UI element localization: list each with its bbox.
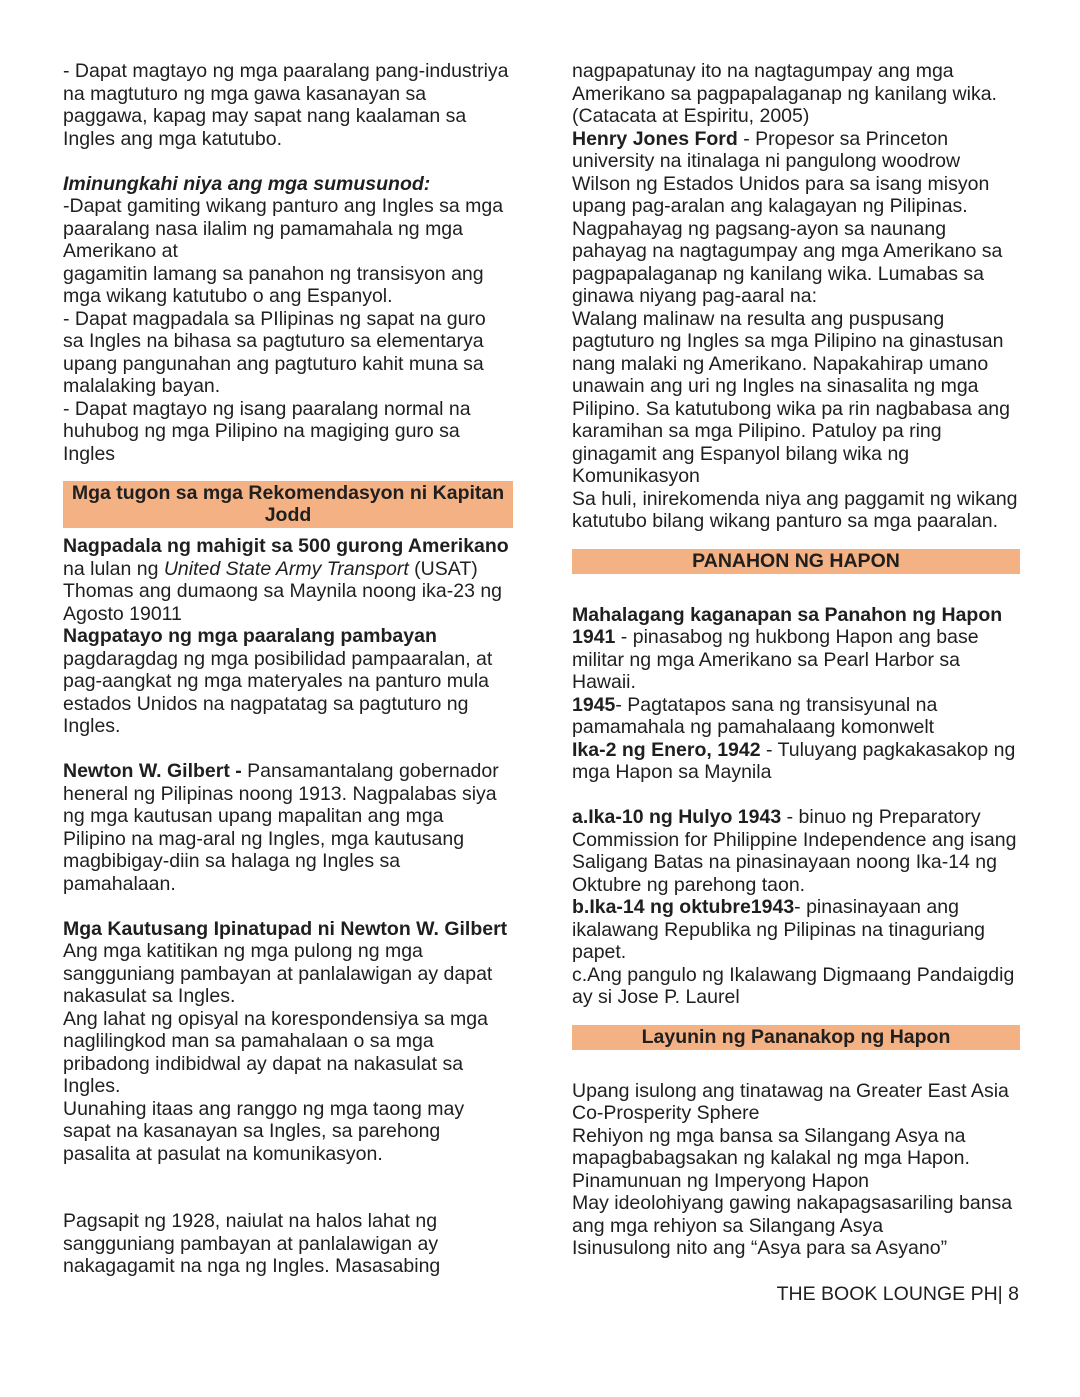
text-line [572,626,1020,649]
text-line: Upang isulong ang tinatawag na Greater East Asia [572,1079,1009,1102]
text-line: Komunikasyon [572,465,700,487]
text-line: ay si Jose P. Laurel [572,986,740,1008]
text-line: Pilipino. Sa katutubong wika pa rin nagbabasa ang [572,397,1010,420]
text-line: ang mga rehiyon sa Silangang Asya [572,1214,884,1237]
paragraph [63,535,513,1278]
text-line: Walang malinaw na resulta ang puspusang [572,307,945,330]
text-line: Ingles. [63,1075,121,1097]
text-line [572,806,1020,829]
text-line: heneral ng Pilipinas noong 1913. Nagpalabas siya [63,782,497,805]
text-line [63,173,513,196]
text-run: Nagpadala ng mahigit sa 500 gurong Amerikano [63,535,509,557]
text-line: pamamahala ng pamahalaang komonwelt [572,716,935,738]
text-line: militar ng mga Amerikano sa Pearl Harbor sa [572,648,960,671]
text-line: papet. [572,941,627,963]
text-line: Ingles. [63,715,121,737]
text-line: Commission for Philippine Independence ang isang [572,828,1017,851]
text-line: paaralang nasa ilalim ng pamamahala ng mga [63,217,463,240]
text-line: Wilson ng Estados Unidos para sa isang misyon [572,172,990,195]
text-line [63,535,513,558]
text-line: mga wikang katutubo o ang Espanyol. [63,285,393,307]
text-line [572,128,1020,151]
text-line: ikalawang Republika ng Pilipinas na tinaguriang [572,918,986,941]
text-line: (Catacata at Espiritu, 2005) [572,105,810,127]
section-header [572,549,1020,575]
text-line: nakasulat sa Ingles. [63,985,236,1007]
text-line: sangguniang pambayan at panlalawigan ay dapat [63,962,493,985]
text-line [63,760,513,783]
paragraph [572,60,1020,533]
text-run: - Propesor sa Princeton [737,127,949,150]
text-run: - pinasabog ng hukbong Hapon ang base [615,626,979,648]
text-line: Thomas ang dumaong sa Maynila noong ika-23 ng [63,580,503,602]
text-line: Amerikano sa pagpapalaganap ng kanilang wika. [572,82,997,105]
text-line: Pagsapit ng 1928, naiulat na halos lahat ng [63,1210,438,1232]
text-line: PANAHON NG HAPON [692,549,900,572]
text-run: a.Ika-10 ng Hulyo 1943 [572,806,782,828]
column-left [63,60,513,1278]
text-line [63,150,513,173]
text-line: May ideolohiyang gawing nakapagsasariling bansa [572,1192,1013,1214]
text-line: huhubog ng mga Pilipino na magiging guro sa [63,420,460,442]
text-line: Ingles [63,442,116,465]
text-run: Newton W. Gilbert - [63,760,248,782]
text-run: (USAT) [408,557,478,580]
text-run: Mga Kautusang Ipinatupad ni Newton W. Gilbert [63,917,508,940]
text-line [572,1057,1020,1080]
text-line: ginawa niyang pag-aaral na: [572,285,818,307]
text-line [572,694,1020,717]
text-line: nagpapatunay ito na nagtagumpay ang mga [572,60,954,82]
text-line: pagdaragdag ng mga posibilidad pampaaralan, at [63,647,493,670]
text-line: -Dapat gamiting wikang panturo ang Ingles sa mga [63,195,504,217]
paragraph [63,60,513,465]
text-line: pahayag na nagtagumpay ang mga Amerikano sa [572,240,1003,262]
text-line: c.Ang pangulo ng Ikalawang Digmaang Pandaigdig [572,963,1015,986]
text-line: paggawa, kapag may sapat nang kaalaman sa [63,105,467,127]
text-line: sangguniang pambayan at panlalawigan ay [63,1232,439,1255]
text-line: upang pangunahan ang pagtuturo kahit muna sa [63,352,484,375]
text-line [572,581,1020,604]
text-line: magbibigay-diin sa halaga ng Ingles sa [63,850,401,872]
text-line: Saligang Batas na pinasinayaan noong Ika-14 ng [572,851,997,873]
text-line: malalaking bayan. [63,375,221,397]
text-run: - pinasinayaan ang [794,896,959,918]
section-header [63,481,513,528]
text-line: mga Hapon sa Maynila [572,761,772,783]
text-line: pamahalaan. [63,872,176,895]
text-run: na lulan ng [63,557,164,580]
text-line [63,918,513,941]
text-line [572,784,1020,807]
text-line: Co-Prosperity Sphere [572,1102,760,1124]
text-line: Oktubre ng parehong taon. [572,873,806,896]
text-line: Amerikano at [63,240,178,262]
text-run: Ika-2 ng Enero, 1942 [572,738,761,761]
text-line: - Dapat magpadala sa PIlipinas ng sapat na guro [63,307,486,330]
text-line [63,738,513,761]
text-line [572,896,1020,919]
text-line: pagpapalaganap ng kanilang wika. Lumabas sa [572,262,984,285]
text-line: naglilingkod man sa pamahalaan o sa mga [63,1030,434,1052]
text-line: - Dapat magtayo ng mga paaralang pang-industriya [63,60,509,82]
text-line: Nagpahayag ng pagsang-ayon sa naunang [572,217,947,240]
page-footer: THE BOOK LOUNGE PH| 8 [776,1283,1019,1305]
text-line: pagtuturo ng Ingles sa mga Pilipino na ginastusan [572,330,1004,352]
text-line: Mga tugon sa mga Rekomendasyon ni Kapitan Jodd [71,482,505,526]
text-run: b.Ika-14 ng oktubre1943 [572,896,795,918]
text-line: mapagbabagsakan ng kalakal ng mga Hapon. [572,1147,970,1169]
text-line: Ang mga katitikan ng mga pulong ng mga [63,940,423,962]
text-run: Nagpatayo ng mga paaralang pambayan [63,625,437,647]
text-line: estados Unidos na nagpatatag sa pagtuturo ng [63,692,469,715]
text-run: - Tuluyang pagkakasakop ng [760,738,1016,761]
text-line: sa Ingles na bihasa sa pagtuturo sa elementarya [63,330,484,352]
text-line: unawain ang uri ng Ingles na sinasalita ng mga [572,375,979,397]
text-line: sapat na kasanayan sa Ingles, sa parehong [63,1120,441,1142]
text-run: 1945 [572,693,616,716]
text-run: Henry Jones Ford [572,127,738,150]
text-line: pag-aangkat ng mga materyales na panturo mula [63,670,490,692]
text-run: - Pagtatapos sana ng transisyunal na [615,693,938,716]
text-line [572,604,1020,627]
text-line: university na itinalaga ni pangulong woodrow [572,150,961,172]
text-columns [63,60,1020,1278]
text-line [63,1165,513,1188]
text-line: Sa huli, inirekomenda niya ang paggamit ng wikang [572,487,1018,510]
text-line: upang pag-aralan ang kalagayan ng Pilipinas. [572,195,968,217]
text-line: Layunin ng Pananakop ng Hapon [641,1025,951,1048]
text-line: Isinusulong nito ang “Asya para sa Asyano” [572,1237,948,1259]
text-line: pasalita at pasulat na komunikasyon. [63,1142,383,1165]
text-line: gagamitin lamang sa panahon ng transisyon ang [63,262,484,285]
text-line: ginagamit ang Espanyol bilang wika ng [572,442,910,465]
column-right [572,60,1020,1278]
text-line: - Dapat magtayo ng isang paaralang normal na [63,397,471,420]
text-line: nang malaki ng Amerikano. Napakahirap umano [572,352,989,375]
text-line: nakagagamit na nga ng Ingles. Masasabing [63,1255,441,1277]
text-run: United State Army Transport [163,557,409,580]
text-run: - binuo ng Preparatory [781,806,981,828]
text-line: Uunahing itaas ang ranggo ng mga taong may [63,1097,465,1120]
text-line [63,558,513,581]
text-run: Pansamantalang gobernador [247,760,499,782]
section-header [572,1025,1020,1051]
text-line: na magtuturo ng mga gawa kasanayan sa [63,82,427,105]
text-line: Ingles ang mga katutubo. [63,127,282,150]
paragraph [572,1057,1020,1260]
text-line: Pilipino na mag-aral ng Ingles, mga kautusang [63,827,465,850]
text-line: pribadong indibidwal ay dapat na nakasulat sa [63,1052,464,1075]
text-line [572,739,1020,762]
text-line: katutubo bilang wikang panturo sa mga paaralan. [572,510,999,532]
text-line: Pinamunuan ng Imperyong Hapon [572,1169,870,1192]
text-line: Hawaii. [572,671,636,693]
text-run: 1941 [572,626,616,648]
text-run: Mahalagang kaganapan sa Panahon ng Hapon [572,603,1003,626]
text-line [63,895,513,918]
text-line [63,625,513,648]
text-line: karamihan sa mga Pilipino. Patuloy pa ring [572,420,942,442]
text-line: Rehiyon ng mga bansa sa Silangang Asya na [572,1124,966,1147]
text-line: Ang lahat ng opisyal na korespondensiya sa mga [63,1007,488,1030]
paragraph [572,581,1020,1009]
text-line [63,1188,513,1211]
text-line: ng mga kautusan upang mapalitan ang mga [63,805,444,827]
text-line: Agosto 19011 [63,602,182,625]
text-run: Iminungkahi niya ang mga sumusunod: [63,172,431,195]
